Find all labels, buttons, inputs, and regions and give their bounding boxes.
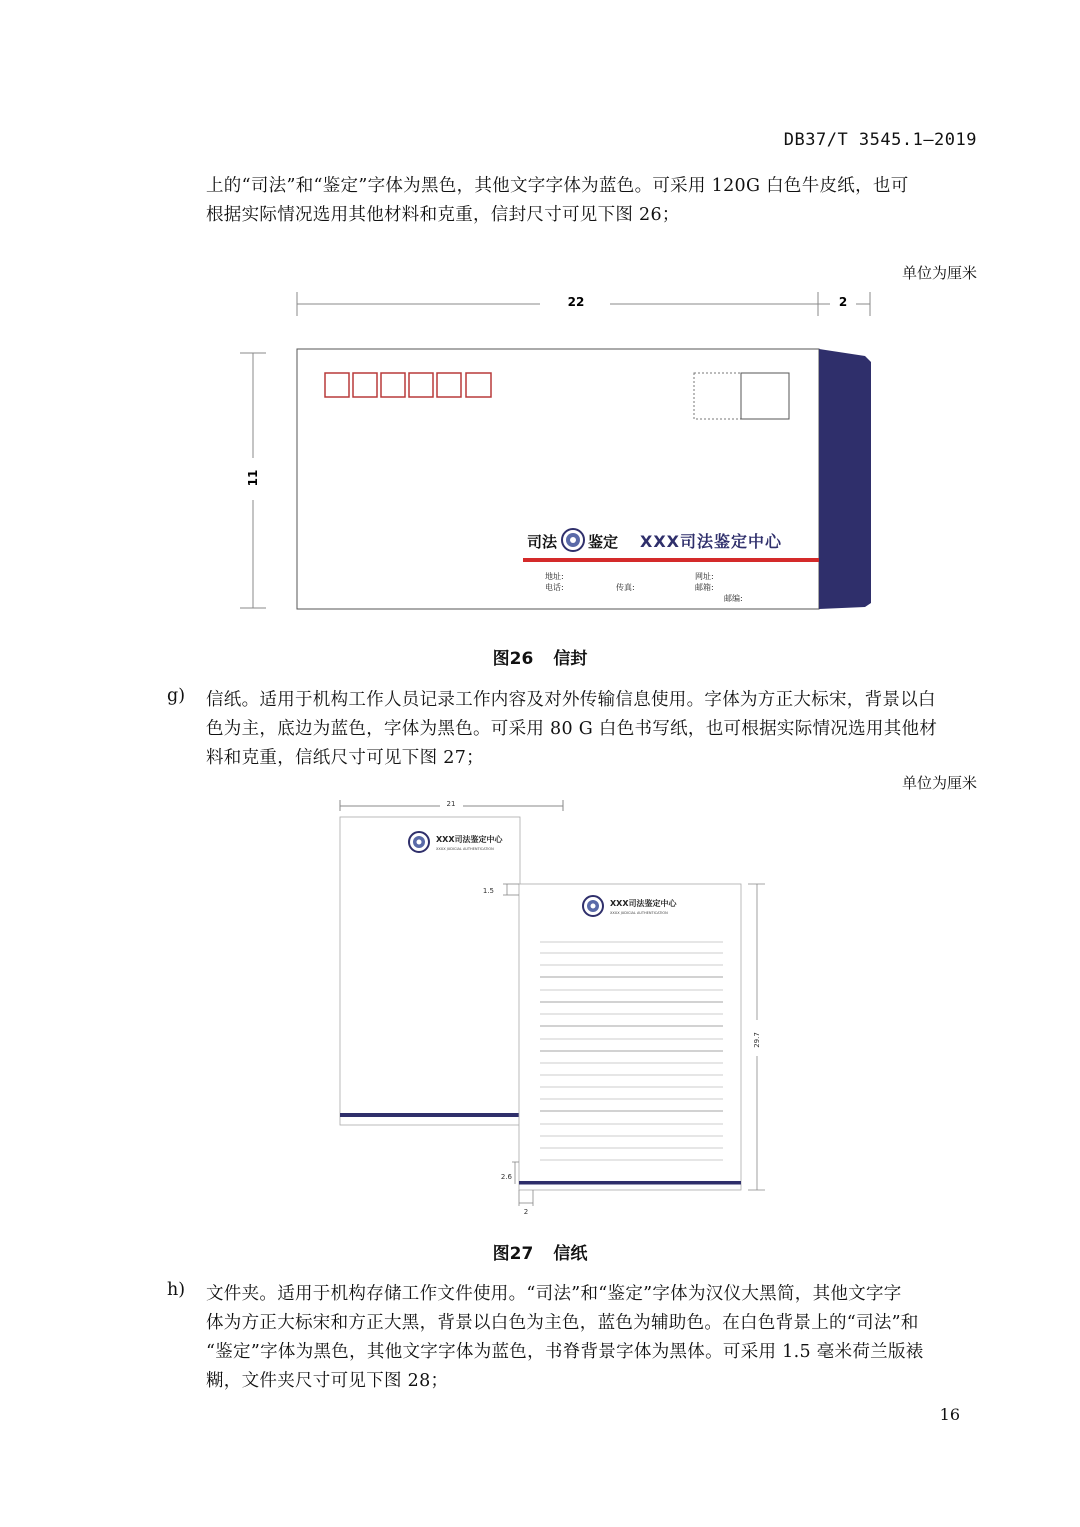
height-label: 11 <box>246 469 260 487</box>
figure27-title: 信纸 <box>553 1244 588 1264</box>
document-id: DB37/T 3545.1—2019 <box>783 130 977 150</box>
front-sheet <box>519 884 741 1190</box>
field-fax: 传真: <box>616 583 635 592</box>
item-g-line: 信纸。适用于机构工作人员记录工作内容及对外传输信息使用。字体为方正大标宋，背景以白 <box>206 690 936 710</box>
front-org-name: XXX司法鉴定中心 <box>610 899 677 908</box>
bottom-margin-label: 2.6 <box>500 1173 512 1181</box>
front-sheet-footer-bar <box>519 1181 741 1185</box>
brand-right-text: 鉴定 <box>588 533 619 551</box>
left-margin-label: 2 <box>523 1208 529 1216</box>
item-h-line: 体为方正大标宋和方正大黑，背景以白色为主色，蓝色为辅助色。在白色背景上的“司法”和 <box>206 1313 919 1333</box>
figure26-caption <box>0 644 1080 669</box>
left-margin-dimension <box>519 1190 533 1206</box>
intro-line: 根据实际情况选用其他材料和克重，信封尺寸可见下图 26； <box>206 205 680 225</box>
field-email: 邮箱: <box>695 583 714 592</box>
org-name: XXX司法鉴定中心 <box>640 532 783 551</box>
brand-left-text: 司法 <box>527 533 558 551</box>
field-website: 网址: <box>695 572 714 581</box>
item-h-line: 文件夹。适用于机构存储工作文件使用。“司法”和“鉴定”字体为汉仪大黑简，其他文字字 <box>206 1284 902 1304</box>
top-margin-label: 1.5 <box>482 887 494 895</box>
emblem-icon <box>583 896 603 916</box>
figure27-unit: 单位为厘米 <box>901 774 977 792</box>
figure27-caption <box>0 1239 1080 1264</box>
envelope-figure <box>230 285 890 620</box>
item-g-marker: g) <box>167 686 186 706</box>
item-h-paragraph <box>206 1280 978 1396</box>
envelope-flap <box>819 349 871 609</box>
item-h-marker: h) <box>167 1280 186 1300</box>
flap-width-label: 2 <box>838 295 848 309</box>
item-h-line: 糊，文件夹尺寸可见下图 28； <box>206 1371 449 1391</box>
item-g-line: 料和克重，信纸尺寸可见下图 27； <box>206 748 484 768</box>
field-address: 地址: <box>545 572 564 581</box>
width-label: 22 <box>567 295 585 309</box>
field-postcode: 邮编: <box>724 594 743 603</box>
back-org-name: XXX司法鉴定中心 <box>436 835 503 844</box>
back-org-name-en: XXXX JUDICIAL AUTHENTICATION <box>436 847 494 851</box>
back-sheet-footer-bar <box>340 1113 520 1117</box>
letterhead-figure <box>330 795 770 1220</box>
figure26-title: 信封 <box>553 649 588 669</box>
field-phone: 电话: <box>545 583 564 592</box>
item-g-paragraph <box>206 686 978 773</box>
bottom-margin-dimension <box>512 1162 519 1184</box>
page-number: 16 <box>939 1405 960 1424</box>
item-h-line: “鉴定”字体为黑色，其他文字字体为蓝色，书脊背景字体为黑体。可采用 1.5 毫米荷兰版裱 <box>206 1342 924 1362</box>
intro-paragraph <box>206 172 978 230</box>
red-rule <box>523 558 819 562</box>
item-g-line: 色为主，底边为蓝色，字体为黑色。可采用 80 G 白色书写纸，也可根据实际情况选用其他材 <box>206 719 938 739</box>
emblem-icon <box>409 832 429 852</box>
emblem-icon <box>562 529 584 551</box>
height-label: 29.7 <box>753 1032 761 1048</box>
figure27-number: 图27 <box>492 1244 534 1264</box>
intro-line: 上的“司法”和“鉴定”字体为黑色，其他文字字体为蓝色。可采用 120G 白色牛皮纸，也可 <box>206 176 909 196</box>
back-sheet <box>340 817 520 1125</box>
figure26-number: 图26 <box>492 649 534 669</box>
width-label: 21 <box>446 800 456 808</box>
front-org-name-en: XXXX JUDICIAL AUTHENTICATION <box>610 911 668 915</box>
figure26-unit: 单位为厘米 <box>901 264 977 282</box>
